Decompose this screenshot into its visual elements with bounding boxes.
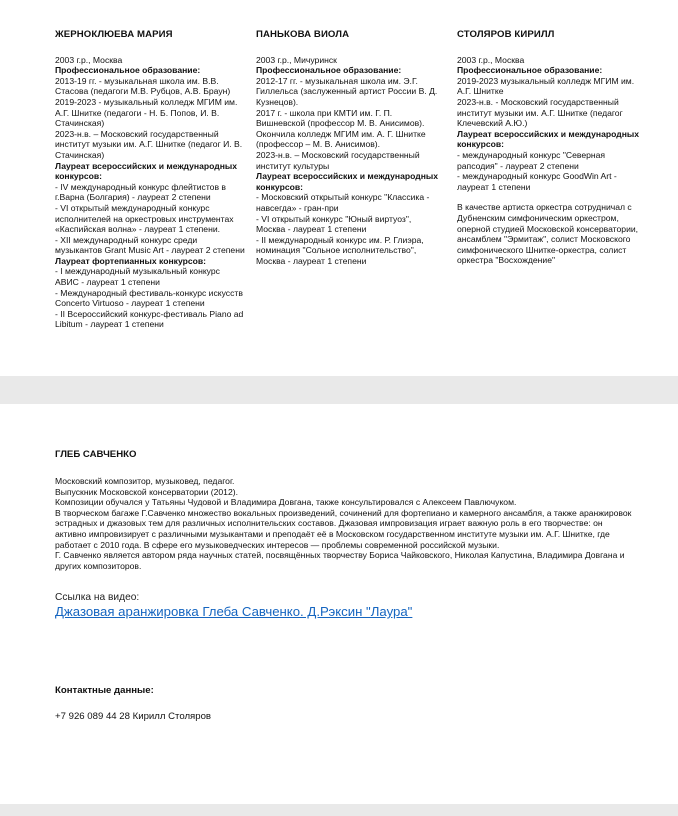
bio-line: 2019-2023 музыкальный колледж МГИМ им. А.Г. Шнитке [457,75,635,97]
bio-line: 2003 г.р., Москва [457,54,525,65]
composer-name: ГЛЕБ САВЧЕНКО [55,449,137,460]
section-heading: Профессиональное образование: [457,65,603,76]
bio-line: 2019-2023 - музыкальный колледж МГИМ им. А.Г. Шнитке (педагоги - Н. Б. Попов, И. В. Стачинская) [55,96,238,129]
bio-line: - II международный конкурс им. Р. Глиэра, номинация "Сольное исполнительство", Москва - лауреат 1 степени [256,234,424,266]
musician-name: ЖЕРНОКЛЮЕВА МАРИЯ [55,29,173,40]
bio-line: - международный конкурс GoodWin Art - лауреат 1 степени [457,171,617,192]
bio-line: Окончила колледж МГИМ им. А. Г. Шнитке (профессор – М. В. Анисимов). [256,128,426,150]
section-heading: Лауреат всероссийских и международных конкурсов: [256,171,439,192]
bio-line: - IV международный конкурс флейтистов в г.Варна (Болгария) - лауреат 2 степени [55,181,226,203]
bio-line: 2012-17 гг. - музыкальная школа им. Э.Г. Гиллельса (заслуженный артист России В. Д. Кузнецов). [256,75,438,107]
bio-line: - Московский открытый конкурс "Классика - навсегда» - гран-при [256,192,430,213]
musician-bio [55,55,245,330]
contact-phone: +7 926 089 44 28 Кирилл Столяров [55,711,212,722]
musician-name: ПАНЬКОВА ВИОЛА [256,29,350,40]
composer-bio [55,476,635,571]
bio-line: 2017 г. - школа при КМТИ им. Г. П. Вишневской (профессор М. В. Анисимов). [256,107,425,129]
musician-bio [457,55,643,266]
section-heading: Лауреат всероссийских и международных конкурсов: [55,160,238,182]
video-link[interactable]: Джазовая аранжировка Глеба Савченко. Д.Рэксин "Лаура" [55,604,413,619]
musicians-card [0,0,678,376]
contacts-heading: Контактные данные: [55,685,154,696]
section-heading: Лауреат всероссийских и международных конкурсов: [457,128,640,150]
bio-line: - XII международный конкурс среди музыкантов Grant Music Art - лауреат 2 степени [55,234,245,256]
musician-bio [256,55,442,267]
bio-line: Выпускник Московской консерватории (2012). [55,486,238,497]
musician-column-pankova [256,30,442,266]
bio-line: 2013-19 гг. - музыкальная школа им. В.В. Стасова (педагоги М.В. Рубцов, А.В. Браун) [55,75,231,97]
bio-line: 2023-н.в. – Московский государственный институт культуры [256,149,420,171]
bio-line: - I международный музыкальный конкурс АВИС - лауреат 1 степени [55,266,220,288]
bio-line: 2023-н.в. - Московский государственный институт музыки им. А.Г. Шнитке (педагог Клечевский А.Ю.) [457,96,623,129]
musician-name: СТОЛЯРОВ КИРИЛЛ [457,29,555,40]
bio-line: Московский композитор, музыковед, педагог. [55,476,235,486]
video-label: Ссылка на видео: [55,592,140,603]
musician-column-stolyarov [457,30,643,266]
bio-line: - II Всероссийский конкурс-фестиваль Piano ad Libitum - лауреат 1 степени [55,308,244,330]
bio-line: В творческом багаже Г.Савченко множество вокальных произведений, сочинений для фортепиано и камерного ансамбля, а также аранжировок эстрадных и джазовых тем для различных исполнительских составов. Джазовая импровизация играет важную роль в его творчестве: он активно импровизирует с различными музыкантами и преподаёт её в Московском государственном институте музыки им. А.Г. Шнитке, где работает с 2010 года. В сфере его музыковедческих интересов — проблемы современной российской музыки. [55,507,632,550]
section-heading: Профессиональное образование: [55,65,201,76]
bio-line: - международный конкурс "Северная рапсодия" - лауреат 2 степени [457,149,606,171]
bio-line: - Международный фестиваль-конкурс искусств Concerto Virtuoso - лауреат 1 степени [55,287,243,309]
bio-line: Композиции обучался у Татьяны Чудовой и Владимира Довгана, также консультировался с Алексеем Павлючуком. [55,497,517,508]
bio-line: - VI открытый конкурс "Юный виртуоз", Москва - лауреат 1 степени [256,213,412,235]
bio-line: Г. Савченко является автором ряда научных статей, посвящённых творчеству Бориса Чайковского, Николая Капустина, Владимира Довгана и других композиторов. [55,550,625,571]
bio-line: 2003 г.р., Москва [55,54,123,65]
musician-column-zhernoklyueva [55,30,245,330]
bio-line: - VI открытый международный конкурс исполнителей на оркестровых инструментах «Каспийская волна» - лауреат 1 степени. [55,202,234,235]
section-heading: Лауреат фортепианных конкурсов: [55,255,207,266]
bio-line: 2023-н.в. – Московский государственный институт музыки им. А.Г. Шнитке (педагог И. В. Стачинская) [55,128,243,160]
bio-line: 2003 г.р., Мичуринск [256,54,337,65]
bio-line: В качестве артиста оркестра сотрудничал с Дубненским симфоническим оркестром, оперной студией Московской консерватории, ансамблем "Эрмитаж", солист Московского симфонического Шнитке-оркестра, солист оркестра "Восхождение" [457,202,639,266]
bio-line [457,192,643,202]
section-heading: Профессиональное образование: [256,65,402,76]
composer-card [0,404,678,804]
